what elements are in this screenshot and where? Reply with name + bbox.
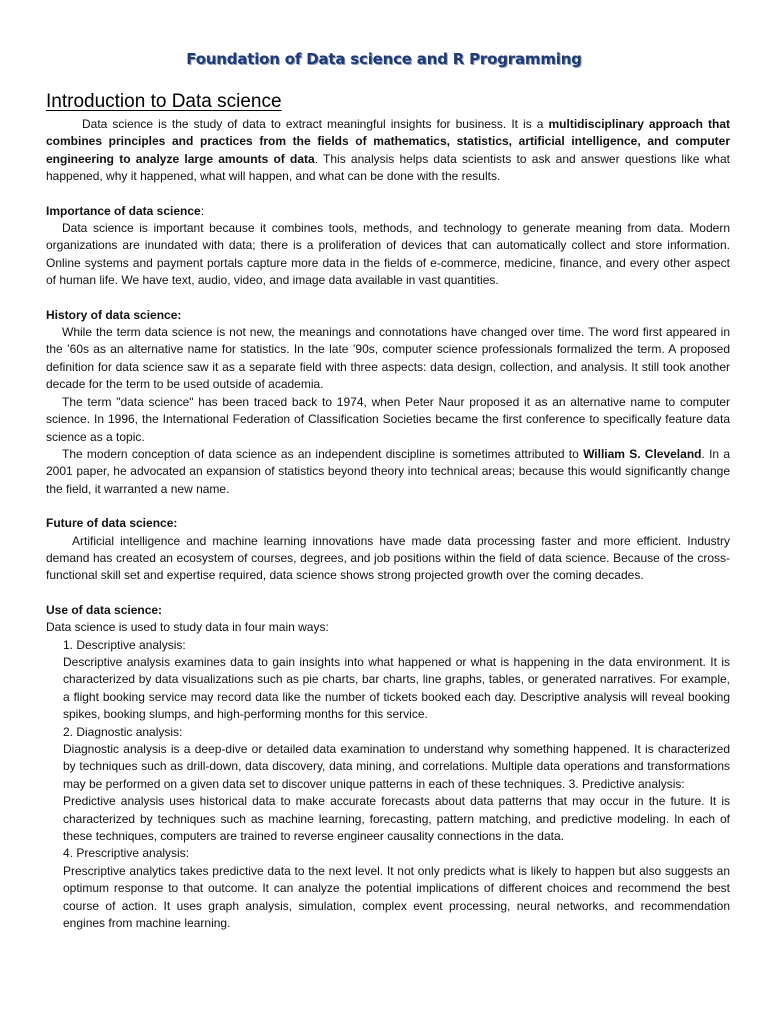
future-heading: Future of data science: bbox=[46, 516, 178, 531]
importance-paragraph: Data science is important because it combines tools, methods, and technology to generate meaning from data. Modern organizations are inundated with data; there is a proliferation of devices that can automatically collect and store information. Online systems and payment portals capture more data in the fields of e-commerce, medicine, finance, and every other aspect of human life. We have text, audio, video, and image data available in vast quantities. bbox=[46, 221, 730, 288]
history-p3-end: . In a 2001 paper, he advocated an expansion of statistics beyond theory into technical areas; because this would significantly change the field, it warranted a new name. bbox=[46, 446, 730, 496]
history-paragraph-3 bbox=[46, 446, 730, 498]
predictive-text: Predictive analysis uses historical data to make accurate forecasts about data patterns that may occur in the future. It is characterized by techniques such as machine learning, forecasting, pattern matching, and predictive modeling. In each of these techniques, computers are trained to reverse engineer causality connections in the data. bbox=[63, 794, 730, 844]
history-paragraph-1: While the term data science is not new, the meanings and connotations have changed over time. The word first appeared in the ’60s as an alternative name for statistics. In the late ’90s, computer science professionals formalized the term. A proposed definition for data science saw it as a separate field with three aspects: data design, collection, and analysis. It still took another decade for the term to be used outside of academia. bbox=[46, 325, 730, 392]
history-p3-bold: William S. Cleveland bbox=[583, 446, 702, 461]
future-paragraph: Artificial intelligence and machine learning innovations have made data processing faster and more efficient. Industry demand has created an ecosystem of courses, degrees, and job positions within the field of data science. Because of the cross-functional skill set and expertise required, data science shows strong projected growth over the coming decades. bbox=[46, 533, 730, 583]
document-body bbox=[46, 90, 730, 932]
history-heading: History of data science: bbox=[46, 307, 182, 322]
descriptive-title: 1. Descriptive analysis: bbox=[63, 637, 186, 652]
intro-text-start: Data science is the study of data to extract meaningful insights for business. It is a bbox=[82, 117, 549, 131]
document-title: Foundation of Data science and R Programming bbox=[186, 50, 582, 68]
history-p3-start: The modern conception of data science as an independent discipline is sometimes attributed to bbox=[62, 446, 584, 461]
prescriptive-text: Prescriptive analytics takes predictive data to the next level. It not only predicts what is likely to happen but also suggests an optimum response to that outcome. It can analyze the potential implications of different choices and recommend the best course of action. It uses graph analysis, simulation, complex event processing, neural networks, and recommendation engines from machine learning. bbox=[63, 863, 730, 931]
importance-heading-colon: : bbox=[200, 203, 205, 218]
use-heading: Use of data science: bbox=[46, 602, 163, 617]
diagnostic-title: 2. Diagnostic analysis: bbox=[63, 724, 183, 739]
importance-heading bbox=[46, 203, 730, 220]
descriptive-text: Descriptive analysis examines data to gain insights into what happened or what is happening in the data environment. It is characterized by data visualizations such as pie charts, bar charts, line graphs, tables, or generated narratives. For example, a flight booking service may record data like the number of tickets booked each day. Descriptive analysis will reveal booking spikes, booking slumps, and high-performing months for this service. bbox=[63, 654, 730, 722]
use-intro: Data science is used to study data in four main ways: bbox=[46, 620, 329, 635]
intro-text-end: . This analysis helps data scientists to ask and answer questions like what happened, why it happened, what will happen, and what can be done with the results. bbox=[46, 151, 730, 184]
intro-text-bold: multidisciplinary approach that combines principles and practices from the fields of mathematics, statistics, artificial intelligence, and computer engineering to analyze large amounts of data bbox=[46, 117, 730, 166]
use-list bbox=[46, 637, 730, 933]
prescriptive-title: 4. Prescriptive analysis: bbox=[63, 846, 190, 861]
history-paragraph-2: The term "data science" has been traced back to 1974, when Peter Naur proposed it as an alternative name to computer science. In 1996, the International Federation of Classification Societies became the first conference to specifically feature data science as a topic. bbox=[46, 394, 730, 444]
intro-paragraph bbox=[46, 116, 730, 186]
importance-heading-text: Importance of data science bbox=[46, 203, 201, 218]
section-heading: Introduction to Data science bbox=[46, 91, 282, 112]
diagnostic-text: Diagnostic analysis is a deep-dive or detailed data examination to understand why something happened. It is characterized by techniques such as drill-down, data discovery, data mining, and correlations. Multiple data operations and transformations may be performed on a given data set to discover unique patterns in each of these techniques. 3. Predictive analysis: bbox=[63, 742, 730, 791]
